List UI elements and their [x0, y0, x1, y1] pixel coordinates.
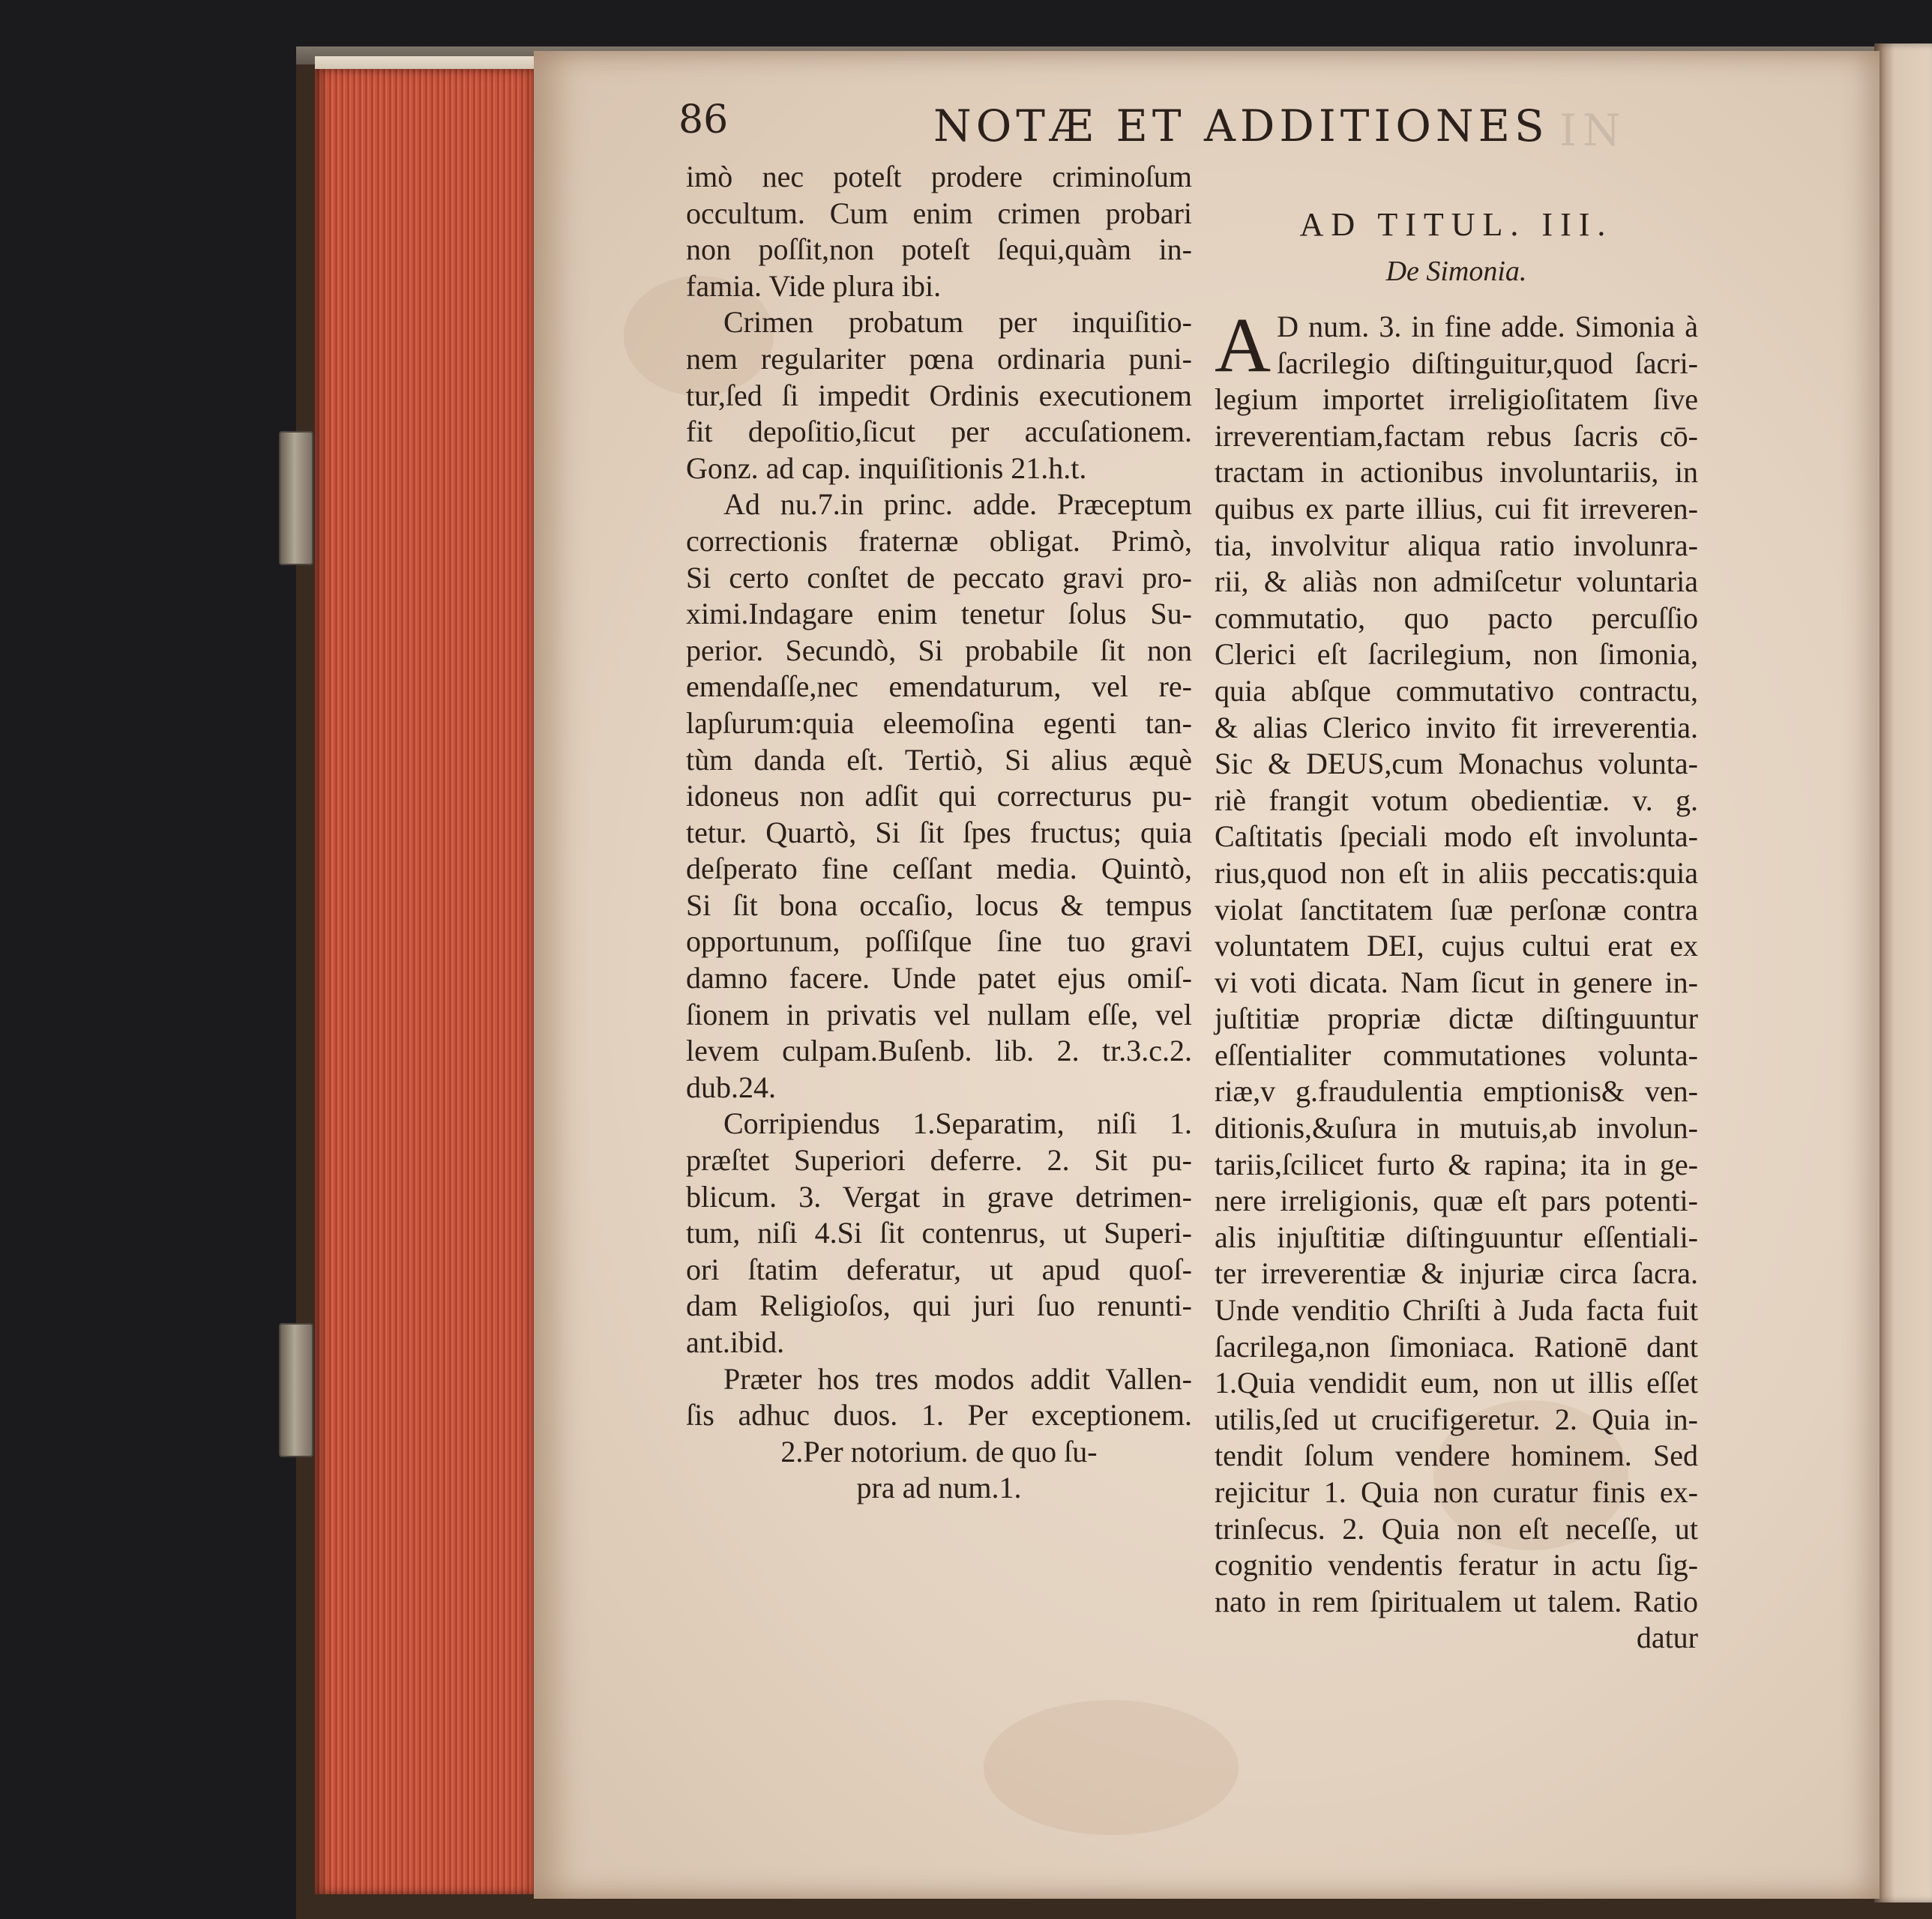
text-line: rius,quod non eſt in aliis peccatis:quia: [1215, 855, 1698, 890]
text-line: Clerici eſt ſacrilegium, non ſimonia,: [1215, 637, 1698, 672]
text-line: Sic & DEUS,cum Monachus volunta-: [1215, 747, 1698, 781]
clasp-lower: [279, 1323, 313, 1457]
text-line: ſis adhuc duos. 1. Per exceptionem.: [686, 1398, 1192, 1433]
text-line: deſperato fine ceſſant media. Quintò,: [686, 852, 1192, 886]
text-line: rejicitur 1. Quia non curatur finis ex-: [1215, 1475, 1698, 1509]
text-line: correctionis fraternæ obligat. Primò,: [686, 523, 1192, 558]
text-line: tur,ſed ſi impedit Ordinis executionem: [686, 378, 1192, 412]
text-line: juſtitiæ propriæ dictæ diſtinguuntur: [1215, 1001, 1698, 1036]
text-line: Gonz. ad cap. inquiſitionis 21.h.t.: [686, 451, 1087, 485]
text-line: 2.Per notorium. de quo ſu-: [780, 1434, 1098, 1468]
text-line: ditionis,&uſura in mutuis,ab involun-: [1215, 1111, 1698, 1145]
text-line: damno facere. Unde patet ejus omiſ-: [686, 961, 1192, 995]
text-line: perior. Secundò, Si probabile ſit non: [686, 633, 1192, 667]
text-line: dam Religioſos, qui juri ſuo renunti-: [686, 1289, 1192, 1323]
text-line: præſtet Superiori deferre. 2. Sit pu-: [686, 1143, 1192, 1178]
text-line: ſacrilegio diſtinguitur,quod ſacri-: [1277, 346, 1698, 380]
section-subtitle: De Simonia.: [1385, 256, 1527, 287]
text-line: ſionem in privatis vel nullam eſſe, vel: [686, 997, 1192, 1031]
stain: [984, 1700, 1239, 1835]
text-line: lapſurum:quia eleemoſina egenti tan-: [686, 705, 1192, 740]
running-head: NOTÆ ET ADDITIONES: [933, 100, 1549, 151]
text-line: nere irreligionis, quæ eſt pars potenti-: [1215, 1184, 1698, 1218]
text-line: nato in rem ſpiritualem ut talem. Ratio: [1215, 1584, 1698, 1618]
text-line: blicum. 3. Vergat in grave detrimen-: [686, 1179, 1192, 1214]
text-line: commutatio, quo pacto percuſſio: [1215, 600, 1698, 635]
text-line: riæ,v g.fraudulentia emptionis& ven-: [1215, 1074, 1698, 1109]
text-line: & alias Clerico invito fit irreverentia.: [1215, 710, 1698, 744]
text-line: imò nec poteſt prodere criminoſum: [686, 160, 1192, 193]
text-line: tia, involvitur aliqua ratio involunra-: [1215, 528, 1698, 562]
text-line: ter irreverentiæ & injuriæ circa ſacra.: [1215, 1256, 1698, 1291]
text-line: Unde venditio Chriſti à Juda facta fuit: [1215, 1293, 1698, 1328]
text-line: ant.ibid.: [686, 1325, 785, 1359]
text-line: quibus ex parte illius, cui fit irreveren-: [1215, 491, 1698, 525]
page-number: 86: [678, 97, 729, 142]
text-line: ſacrilega,non ſimoniaca. Rationē dant: [1215, 1329, 1698, 1364]
text-line: Caſtitatis ſpeciali modo eſt involunta-: [1215, 819, 1698, 854]
text-line: irreverentiam,factam rebus ſacris cō-: [1215, 418, 1698, 453]
text-line: tendit ſolum vendere hominem. Sed: [1215, 1439, 1698, 1473]
text-line: dub.24.: [686, 1070, 776, 1104]
text-line: ximi.Indagare enim tenetur ſolus Su-: [686, 597, 1192, 631]
text-line: vi voti dicata. Nam ſicut in genere in-: [1215, 965, 1698, 999]
text-line: Præter hos tres modos addit Vallen-: [723, 1361, 1192, 1396]
text-line: tractam in actionibus involuntariis, in: [1215, 455, 1698, 489]
text-line: utilis,ſed ut crucifigeretur. 2. Quia in-: [1215, 1402, 1698, 1436]
text-line: eſſentialiter commutationes volunta-: [1215, 1037, 1698, 1072]
text-line: violat ſanctitatem ſuæ perſonæ contra: [1215, 892, 1698, 927]
text-line: ori ſtatim deferatur, ut apud quoſ-: [686, 1252, 1192, 1286]
text-line: tetur. Quartò, Si ſit ſpes fructus; quia: [686, 815, 1192, 849]
text-line: legium importet irreligioſitatem ſive: [1215, 382, 1698, 417]
drop-cap: A: [1215, 302, 1272, 388]
text-line: tariis,ſcilicet furto & rapina; ita in ge-: [1215, 1147, 1698, 1181]
text-line: 1.Quia vendidit eum, non ut illis eſſet: [1215, 1366, 1698, 1400]
text-line: tum, niſi 4.Si ſit contenrus, ut Superi-: [686, 1216, 1192, 1250]
text-line: pra ad num.1.: [856, 1471, 1022, 1505]
clasp-upper: [279, 431, 313, 565]
facing-page-edge: [1874, 43, 1932, 1903]
text-line: nem regulariter pœna ordinaria puni-: [686, 341, 1192, 376]
show-through-text: IN: [1559, 105, 1627, 156]
text-line: levem culpam.Buſenb. lib. 2. tr.3.c.2.: [686, 1034, 1192, 1068]
text-line: fit depoſitio,ſicut per accuſationem.: [686, 415, 1192, 449]
text-line: rii, & aliàs non admiſcetur voluntaria: [1215, 564, 1698, 599]
text-line: trinſecus. 2. Quia non eſt neceſſe, ut: [1215, 1511, 1698, 1546]
text-line: Si certo conſtet de peccato gravi pro-: [686, 560, 1192, 594]
right-column: [1215, 302, 1698, 1657]
text-line: famia. Vide plura ibi.: [686, 268, 942, 303]
text-line: cognitio vendentis feratur in actu ſig-: [1215, 1548, 1698, 1582]
section-title: AD TITUL. III.: [1299, 206, 1613, 243]
section-heading: [1215, 201, 1698, 294]
left-column: [686, 159, 1192, 1507]
text-line: Corripiendus 1.Separatim, niſi 1.: [723, 1106, 1192, 1141]
text-line: emendaſſe,nec emendaturum, vel re-: [686, 669, 1192, 704]
text-line: voluntatem DEI, cujus cultui erat ex: [1215, 929, 1698, 963]
text-line: tùm danda eſt. Tertiò, Si alius æquè: [686, 742, 1192, 777]
text-line: quia abſque commutativo contractu,: [1215, 673, 1698, 708]
text-line: Crimen probatum per inquiſitio-: [723, 305, 1192, 340]
text-line: opportunum, poſſiſque ſine tuo gravi: [686, 924, 1192, 959]
text-line: non poſſit,non poteſt ſequi,quàm in-: [686, 232, 1192, 267]
page-edges: [315, 69, 540, 1894]
text-line: datur: [1636, 1621, 1698, 1655]
text-line: Si ſit bona occaſio, locus & tempus: [686, 888, 1192, 922]
text-line: alis injuſtitiæ diſtinguuntur eſſentiali-: [1215, 1220, 1698, 1254]
text-line: occultum. Cum enim crimen probari: [686, 196, 1192, 230]
text-line: riè frangit votum obedientiæ. v. g.: [1215, 783, 1698, 817]
text-line: idoneus non adſit qui correcturus pu-: [686, 779, 1192, 813]
text-line: Ad nu.7.in princ. adde. Præceptum: [723, 487, 1192, 522]
text-line: D num. 3. in fine adde. Simonia à: [1277, 310, 1698, 343]
